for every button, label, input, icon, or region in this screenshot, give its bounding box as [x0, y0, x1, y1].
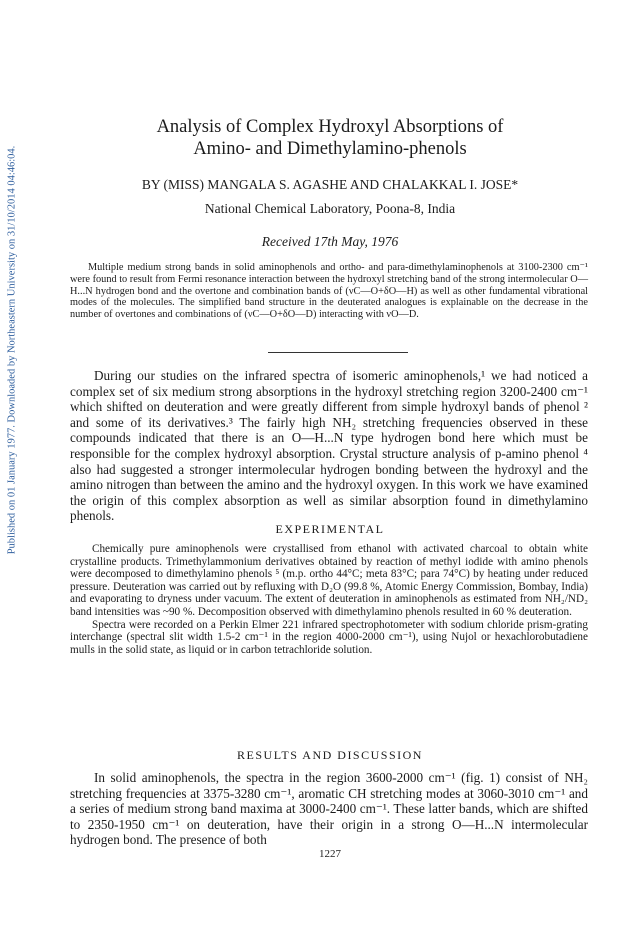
intro-paragraph: During our studies on the infrared spectra of isomeric aminophenols,¹ we had noticed a complex set of six medium strong absorptions in the hydroxyl stretching region 3200-2400 cm⁻¹ which shifted on deuteration and were greatly different from simple hydroxyl bands of phenol ² and some of its derivatives.³ The fairly high NH₂ stretching frequencies observed in these compounds indicated that there is an O—H...N type hydrogen bond here which must be responsible for the complex hydroxyl absorption. Crystal structure analysis of p-amino phenol ⁴ also had suggested a stronger intermolecular hydrogen bonding between the hydroxyl and the amino nitrogen than between the amino and the hydroxyl oxygen. In this work we have examined the origin of this complex absorption as well as similar absorption found in dimethylamino phenols.	[70, 368, 588, 524]
divider-rule	[268, 352, 408, 353]
download-watermark	[2, 120, 22, 580]
experimental-heading: EXPERIMENTAL	[275, 522, 385, 536]
introduction	[70, 368, 588, 524]
received-date: Received 17th May, 1976	[261, 234, 399, 249]
article-title	[70, 116, 590, 160]
results-paragraph-1: In solid aminophenols, the spectra in the region 3600-2000 cm⁻¹ (fig. 1) consist of NH₂ stretching frequencies at 3375-3280 cm⁻¹, aromatic CH stretching modes at 3060-3010 cm⁻¹ and a series of medium strong band maxima at 3000-2400 cm⁻¹. These latter bands, which are shifted to 2350-1950 cm⁻¹ on deuteration, have their origin in a strong O—H...N intermolecular hydrogen bond. The presence of both	[70, 770, 588, 848]
affiliation: National Chemical Laboratory, Poona-8, India	[204, 201, 456, 216]
side-note-text: Published on 01 January 1977. Downloaded by Northeastern University on 31/10/2014 04:46:04.	[6, 145, 18, 555]
abstract	[70, 262, 588, 321]
authors: BY (MISS) MANGALA S. AGASHE AND CHALAKKAL I. JOSE*	[141, 177, 519, 192]
experimental-paragraph-2: Spectra were recorded on a Perkin Elmer 221 infrared spectrophotometer with sodium chloride prism-grating interchange (spectral slit width 1.5-2 cm⁻¹ in the region 4000-2000 cm⁻¹), using Nujol or hexachlorobutadiene mulls in the solid state, as liquid or in carbon tetrachloride solution.	[70, 618, 588, 656]
results-section	[70, 770, 588, 848]
page-number: 1227	[319, 848, 341, 860]
experimental-paragraph-1: Chemically pure aminophenols were crystallised from ethanol with activated charcoal to obtain white crystalline products. Trimethylammonium derivatives obtained by reaction of methyl iodide with amino phenols were decomposed to dimethylamino phenols ⁵ (m.p. ortho 44°C; meta 83°C; para 74°C) by heating under reduced pressure. Deuteration was carried out by refluxing with D₂O (99.8 %, Atomic Energy Commission, Bombay, India) and evaporating to dryness under vacuum. The extent of deuteration in aminophenols as estimated from NH₂/ND₂ band intensities was ~90 %. Decomposition observed with dimethylamino phenols resulted in 60 % deuteration.	[70, 543, 588, 618]
results-heading: RESULTS AND DISCUSSION	[237, 748, 423, 762]
experimental-section	[70, 543, 588, 656]
title-line-2: Amino- and Dimethylamino-phenols	[193, 139, 467, 159]
title-line-1: Analysis of Complex Hydroxyl Absorptions of	[156, 117, 504, 137]
abstract-text: Multiple medium strong bands in solid aminophenols and ortho- and para-dimethylaminophenols at 3100-2300 cm⁻¹ were found to result from Fermi resonance interaction between the hydroxyl stretching band of the strong intermolecular O—H...N hydrogen bond and the overtone and combination bands of (νC—O+δO—H) as well as other fundamental vibrational modes of the molecules. The simplified band structure in the deuterated analogues is explainable on the decrease in the number of overtones and combinations of (νC—O+δO—D) interacting with νO—D.	[70, 262, 588, 321]
